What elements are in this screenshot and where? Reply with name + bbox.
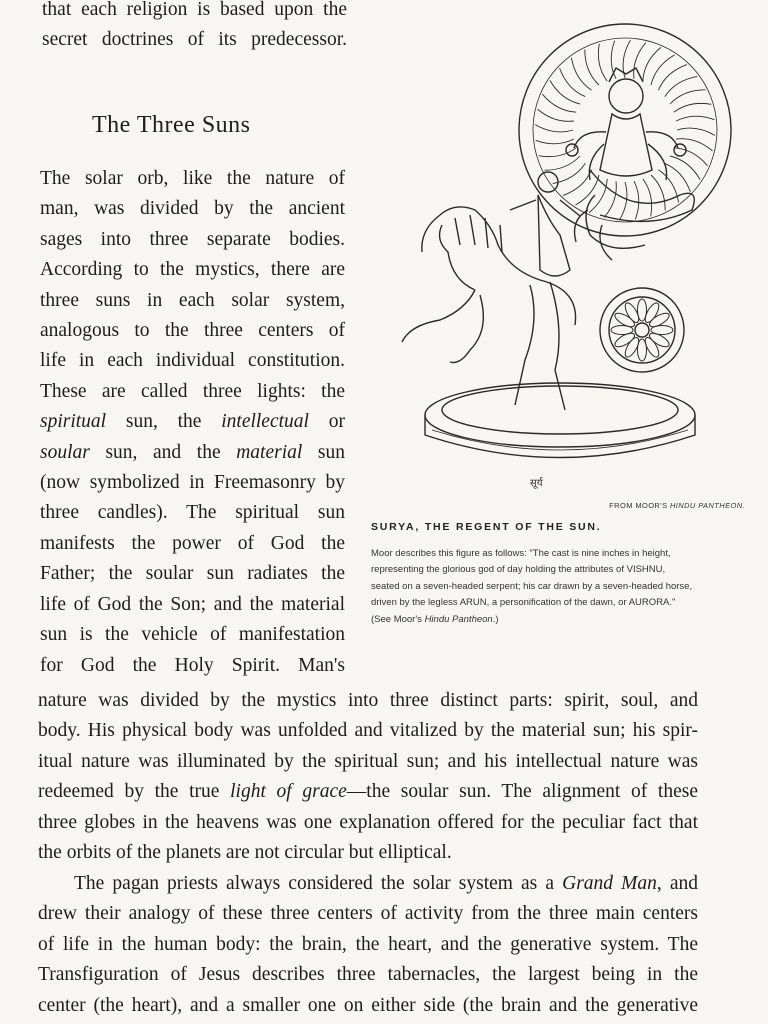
sun-ray	[620, 182, 627, 220]
sun-ray	[677, 128, 715, 135]
figure-caption	[371, 546, 743, 628]
text-line: spiritual sun, the intellectual or	[40, 411, 345, 433]
text-line: According to the mystics, there are	[40, 259, 345, 281]
text-line: soular sun, and the material sun	[40, 441, 345, 463]
caption-line: representing the glorious god of day holding the attributes of VISHNU,	[371, 564, 666, 576]
sun-ray	[542, 94, 576, 112]
text-line: redeemed by the true light of grace—the soular sun. The alignment of these	[38, 781, 699, 803]
text-line: Father; the soular sun radiates the	[40, 563, 345, 585]
sun-ray	[651, 55, 675, 85]
caption-line: (See Moor's Hindu Pantheon.)	[371, 613, 499, 625]
body-paragraph-2	[38, 869, 698, 1021]
pedestal	[425, 383, 695, 458]
text-line: These are called three lights: the	[40, 380, 345, 402]
charioteer-arun	[510, 172, 580, 276]
sun-ray	[643, 47, 661, 81]
sun-ray	[589, 179, 607, 213]
text-line: sun is the vehicle of manifestation	[40, 624, 345, 646]
sun-ray	[575, 175, 599, 205]
sun-ray	[550, 80, 580, 104]
chariot-wheel	[600, 288, 684, 372]
sun-ray	[676, 116, 714, 121]
sun-ray	[670, 90, 706, 104]
figure-title: SURYA, THE REGENT OF THE SUN.	[371, 521, 602, 533]
section-heading: The Three Suns	[92, 112, 251, 138]
body-paragraph-1	[38, 686, 698, 868]
text-line: three suns in each solar system,	[40, 289, 345, 311]
caption-line: seated on a seven-headed serpent; his car drawn by a seven-headed horse,	[371, 580, 693, 592]
horses	[402, 207, 576, 410]
sun-ray	[658, 65, 687, 91]
column-paragraph	[40, 164, 345, 681]
devanagari-inscription: सूर्य	[530, 478, 543, 489]
sun-ray	[563, 170, 592, 196]
sun-ray	[674, 103, 711, 112]
text-line: three candles). The spiritual sun	[40, 502, 345, 524]
sun-ray	[536, 139, 574, 144]
sun-ray	[598, 44, 607, 81]
surya-illustration	[380, 20, 740, 500]
sun-ray	[665, 163, 691, 192]
text-line: life of God the Son; and the material	[40, 593, 345, 615]
sun-ray	[651, 175, 665, 211]
text-line: sages into three separate bodies.	[40, 228, 345, 250]
text-line: center (the heart), and a smaller one on either side (the brain and the generative	[38, 994, 698, 1016]
figure-credit: FROM MOOR'S HINDU PANTHEON.	[609, 501, 745, 510]
caption-line: driven by the legless ARUN, a personification of the dawn, or AURORA."	[371, 597, 676, 609]
text-line: that each religion is based upon the	[42, 0, 347, 20]
text-line: nature was divided by the mystics into three distinct parts: spirit, soul, and	[38, 690, 698, 711]
text-line: drew their analogy of these three centers of activity from the three main centers	[38, 903, 698, 925]
text-line: The solar orb, like the nature of	[40, 168, 345, 189]
sun-ray	[560, 68, 586, 97]
sun-ray	[571, 58, 591, 90]
text-line: Transfiguration of Jesus describes three tabernacles, the largest being in the	[38, 964, 698, 986]
sun-ray	[674, 148, 708, 166]
sun-ray	[665, 76, 698, 96]
text-line: for God the Holy Spirit. Man's	[40, 654, 345, 676]
text-line: life in each individual constitution.	[40, 350, 345, 372]
text-line: secret doctrines of its predecessor.	[42, 29, 347, 51]
sun-ray	[643, 179, 652, 216]
caption-line: Moor describes this figure as follows: "The cast is nine inches in height,	[371, 548, 671, 559]
text-line: The pagan priests always considered the solar system as a Grand Man, and	[74, 873, 698, 894]
text-line: (now symbolized in Freemasonry by	[40, 472, 345, 494]
continued-paragraph	[42, 0, 347, 56]
text-line: body. His physical body was unfolded and vitalized by the material sun; his spir-	[38, 720, 698, 742]
sun-ray	[670, 156, 700, 180]
text-line: the orbits of the planets are not circular but elliptical.	[38, 842, 452, 864]
text-line: man, was divided by the ancient	[40, 198, 345, 220]
sun-ray	[634, 181, 639, 219]
text-line: three globes in the heavens was one explanation offered for the peculiar fact that	[38, 811, 698, 833]
text-line: itual nature was illuminated by the spiritual sun; and his intellectual nature was	[38, 750, 698, 772]
sun-halo	[519, 24, 731, 236]
sun-ray	[535, 125, 573, 132]
sun-ray	[585, 50, 599, 86]
text-line: manifests the power of God the	[40, 532, 345, 554]
text-line: of life in the human body: the brain, the heart, and the generative system. The	[38, 933, 698, 955]
sun-ray	[545, 156, 581, 170]
text-line: analogous to the three centers of	[40, 320, 345, 342]
